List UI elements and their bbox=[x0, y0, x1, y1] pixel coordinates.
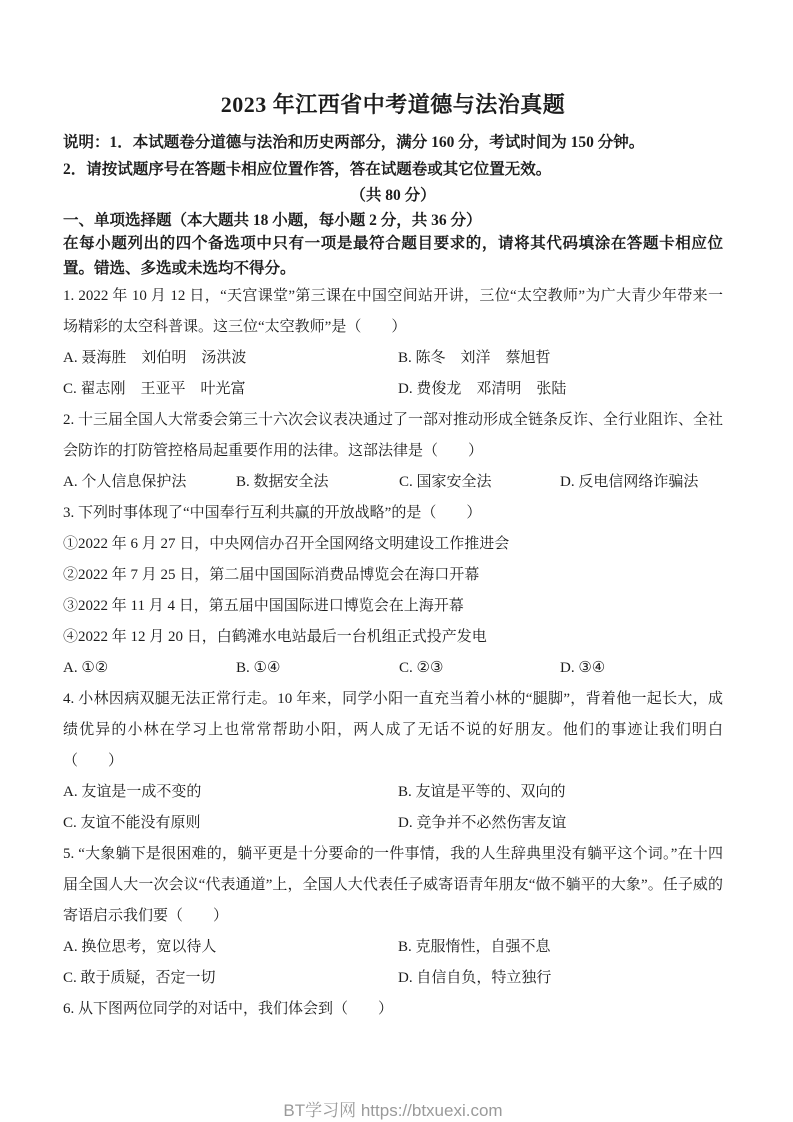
question-2-stem: 2. 十三届全国人大常委会第三十六次会议表决通过了一部对推动形成全链条反诈、全行业阻诈、全社会防诈的打防管控格局起重要作用的法律。这部法律是（ ） bbox=[63, 412, 724, 459]
question-3-option-a: A. ①② bbox=[63, 660, 109, 676]
page-content bbox=[63, 92, 723, 1121]
question-3-stem: 3. 下列时事体现了“中国奉行互利共赢的开放战略”的是（ ） bbox=[63, 505, 482, 521]
question-1 bbox=[63, 281, 723, 405]
question-4-option-a: A. 友谊是一成不变的 bbox=[63, 784, 202, 800]
score-header: （共 80 分） bbox=[350, 187, 436, 204]
question-5 bbox=[63, 839, 723, 994]
question-3-item-1: ①2022 年 6 月 27 日，中央网信办召开全国网络文明建设工作推进会 bbox=[63, 536, 510, 552]
note-line-1: 说明：1．本试题卷分道德与法治和历史两部分，满分 160 分，考试时间为 150 分钟。 bbox=[63, 134, 645, 151]
question-1-stem: 1. 2022 年 10 月 12 日，“天宫课堂”第三课在中国空间站开讲，三位“太空教师”为广大青少年带来一场精彩的太空科普课。这三位“太空教师”是（ ） bbox=[63, 288, 723, 335]
question-3-option-d: D. ③④ bbox=[560, 660, 606, 676]
footer-watermark: BT学习网 https://btxuexi.com bbox=[283, 1101, 503, 1120]
question-5-option-a: A. 换位思考，宽以待人 bbox=[63, 939, 217, 955]
question-3-options bbox=[63, 653, 723, 684]
question-5-options-ab bbox=[63, 932, 723, 963]
section-heading: 一、单项选择题（本大题共 18 小题，每小题 2 分，共 36 分） bbox=[63, 212, 482, 229]
question-3-option-b: B. ①④ bbox=[236, 660, 281, 676]
question-3-option-c: C. ②③ bbox=[399, 660, 444, 676]
question-4-options-ab bbox=[63, 777, 723, 808]
question-4 bbox=[63, 684, 723, 839]
question-1-option-a: A. 聂海胜 刘伯明 汤洪波 bbox=[63, 350, 247, 366]
section-instructions: 在每小题列出的四个备选项中只有一项是最符合题目要求的，请将其代码填涂在答题卡相应位置。错选、多选或未选均不得分。 bbox=[63, 235, 723, 277]
question-3-item-3: ③2022 年 11 月 4 日，第五届中国国际进口博览会在上海开幕 bbox=[63, 598, 464, 614]
question-4-options-cd bbox=[63, 808, 723, 839]
question-1-option-d: D. 费俊龙 邓清明 张陆 bbox=[398, 381, 567, 397]
question-5-option-c: C. 敢于质疑，否定一切 bbox=[63, 970, 216, 986]
question-4-option-d: D. 竞争并不必然伤害友谊 bbox=[398, 815, 567, 831]
question-2-option-c: C. 国家安全法 bbox=[399, 474, 492, 490]
question-1-options-cd bbox=[63, 374, 723, 405]
question-5-option-b: B. 克服惰性，自强不息 bbox=[398, 939, 551, 955]
question-1-option-c: C. 翟志刚 王亚平 叶光富 bbox=[63, 381, 246, 397]
question-2-option-d: D. 反电信网络诈骗法 bbox=[560, 474, 699, 490]
question-2 bbox=[63, 405, 723, 498]
question-4-option-b: B. 友谊是平等的、双向的 bbox=[398, 784, 566, 800]
question-1-option-b: B. 陈冬 刘洋 蔡旭哲 bbox=[398, 350, 551, 366]
question-1-options-ab bbox=[63, 343, 723, 374]
question-2-option-a: A. 个人信息保护法 bbox=[63, 474, 187, 490]
question-5-options-cd bbox=[63, 963, 723, 994]
question-3-item-2: ②2022 年 7 月 25 日，第二届中国国际消费品博览会在海口开幕 bbox=[63, 567, 480, 583]
question-6 bbox=[63, 994, 723, 1025]
question-5-stem: 5. “大象躺下是很困难的，躺平更是十分要命的一件事情，我的人生辞典里没有躺平这个词。”在十四届全国人大一次会议“代表通道”上，全国人大代表任子威寄语青年朋友“做不躺平的大象”。任子威的寄语启示我们要（ ） bbox=[63, 846, 723, 924]
page-title: 2023 年江西省中考道德与法治真题 bbox=[220, 92, 566, 117]
questions-area bbox=[63, 281, 723, 1025]
question-3-item-4: ④2022 年 12 月 20 日，白鹤滩水电站最后一台机组正式投产发电 bbox=[63, 629, 487, 645]
note-line-2: 2．请按试题序号在答题卡相应位置作答，答在试题卷或其它位置无效。 bbox=[63, 161, 552, 178]
question-3 bbox=[63, 498, 723, 684]
exam-notes bbox=[63, 129, 723, 183]
question-4-stem: 4. 小林因病双腿无法正常行走。10 年来，同学小阳一直充当着小林的“腿脚”，背着他一起长大，成绩优异的小林在学习上也常常帮助小阳，两人成了无话不说的好朋友。他们的事迹让我们明白（ ） bbox=[63, 691, 723, 769]
question-4-option-c: C. 友谊不能没有原则 bbox=[63, 815, 201, 831]
question-2-options bbox=[63, 467, 723, 498]
question-2-option-b: B. 数据安全法 bbox=[236, 474, 329, 490]
question-5-option-d: D. 自信自负，特立独行 bbox=[398, 970, 552, 986]
question-6-stem: 6. 从下图两位同学的对话中，我们体会到（ ） bbox=[63, 1001, 394, 1017]
